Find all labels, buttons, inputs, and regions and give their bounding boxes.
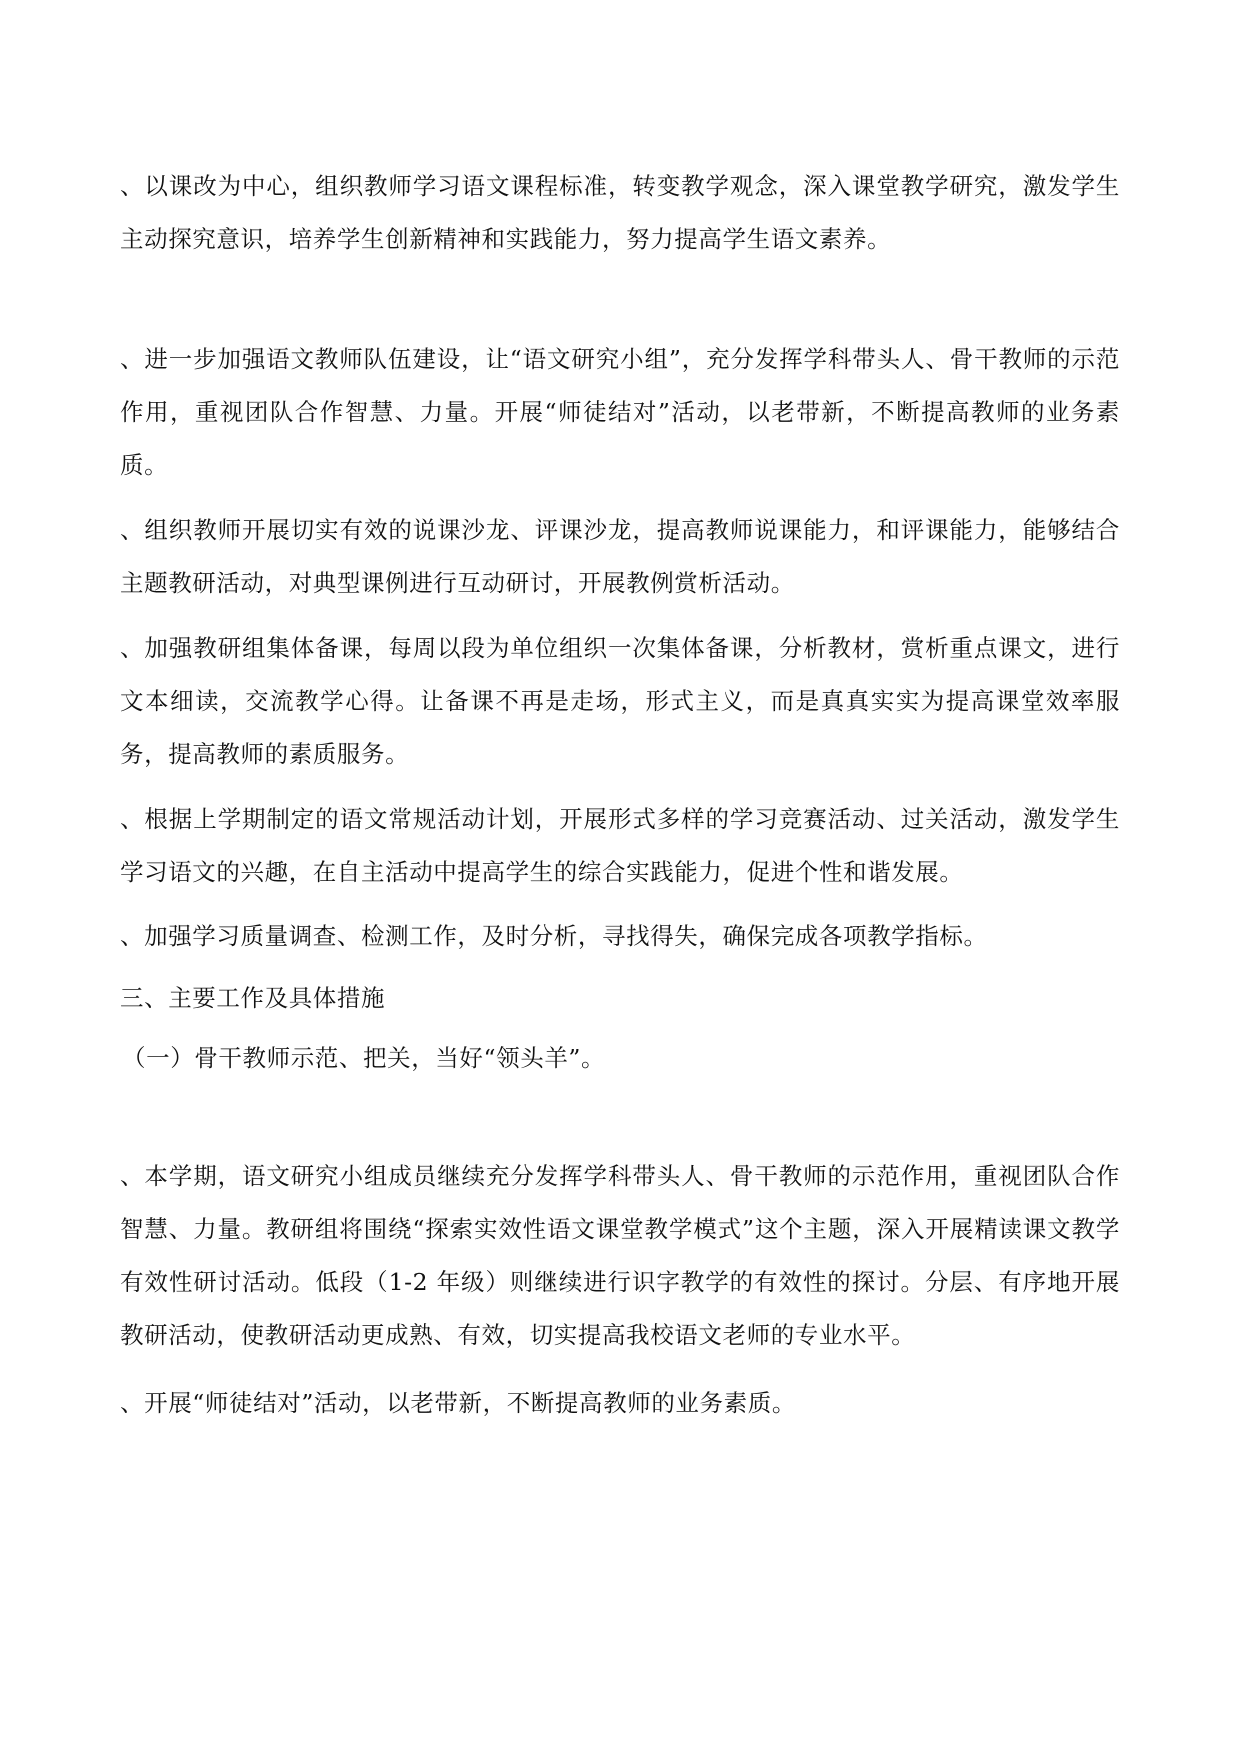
paragraph-lesson-salon: 、组织教师开展切实有效的说课沙龙、评课沙龙，提高教师说课能力，和评课能力，能够结合主题教研活动，对典型课例进行互动研讨，开展教例赏析活动。 <box>120 516 1120 597</box>
paragraph-collective-lesson-prep: 、加强教研组集体备课，每周以段为单位组织一次集体备课，分析教材，赏析重点课文，进行文本细读，交流教学心得。让备课不再是走场，形式主义，而是真真实实为提高课堂效率服务，提高教师的素质服务。 <box>120 634 1120 768</box>
paragraph-activity-plan: 、根据上学期制定的语文常规活动计划，开展形式多样的学习竞赛活动、过关活动，激发学生学习语文的兴趣，在自主活动中提高学生的综合实践能力，促进个性和谐发展。 <box>120 805 1120 886</box>
subsection-heading: （一）骨干教师示范、把关，当好“领头羊”。 <box>122 1044 606 1072</box>
section-heading: 三、主要工作及具体措施 <box>120 984 386 1012</box>
paragraph-research-group: 、本学期，语文研究小组成员继续充分发挥学科带头人、骨干教师的示范作用，重视团队合作智慧、力量。教研组将围绕“探索实效性语文课堂教学模式”这个主题，深入开展精读课文教学有效性研讨活动。低段（1-2 年级）则继续进行识字教学的有效性的探讨。分层、有序地开展教研活动，使教研活动更成熟、有效，切实提高我校语文老师的专业水平。 <box>120 1162 1120 1349</box>
paragraph-teacher-team-building: 、进一步加强语文教师队伍建设，让“语文研究小组”，充分发挥学科带头人、骨干教师的示范作用，重视团队合作智慧、力量。开展“师徒结对”活动，以老带新，不断提高教师的业务素质。 <box>120 345 1120 479</box>
paragraph-mentorship: 、开展“师徒结对”活动，以老带新，不断提高教师的业务素质。 <box>120 1389 796 1417</box>
paragraph-curriculum-reform: 、以课改为中心，组织教师学习语文课程标准，转变教学观念，深入课堂教学研究，激发学生主动探究意识，培养学生创新精神和实践能力，努力提高学生语文素养。 <box>120 172 1120 253</box>
paragraph-quality-survey: 、加强学习质量调查、检测工作，及时分析，寻找得失，确保完成各项教学指标。 <box>120 922 988 950</box>
